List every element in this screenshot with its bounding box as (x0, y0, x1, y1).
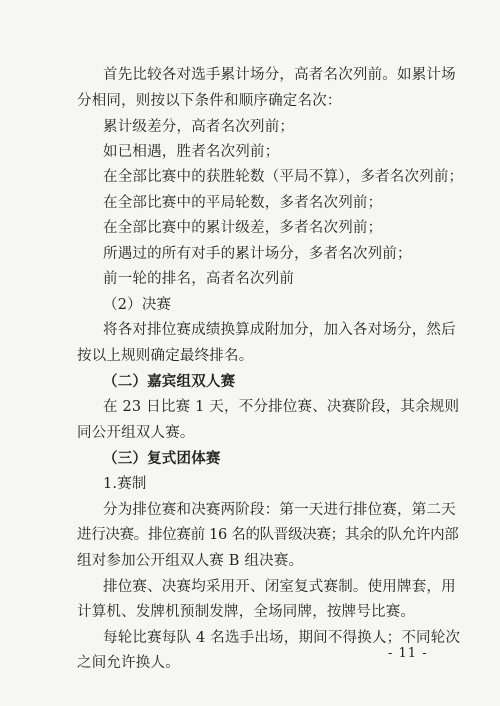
paragraph-line: 将各对排位赛成绩换算成附加分，加入各对场分，然后 (103, 322, 456, 338)
subsection-label: 1.赛制 (103, 476, 147, 492)
paragraph-line: 排位赛、决赛均采用开、闭室复式赛制。使用牌套，用 (103, 579, 456, 595)
paragraph-line: 所遇过的所有对手的累计场分，多者名次列前； (103, 246, 412, 262)
subsection-label: （2）决赛 (103, 297, 172, 313)
paragraph-line: 在全部比赛中的平局轮数，多者名次列前； (103, 195, 383, 211)
paragraph-line: 之间允许换人。 (77, 655, 180, 671)
page-number: - 11 - (388, 646, 428, 661)
paragraph-line: 在全部比赛中的累计级差，多者名次列前； (103, 220, 383, 236)
paragraph-line: 在 23 日比赛 1 天，不分排位赛、决赛阶段，其余规则 (103, 399, 460, 415)
paragraph-line: 组对参加公开组双人赛 B 组决赛。 (77, 553, 304, 569)
paragraph-line: 首先比较各对选手累计场分，高者名次列前。如累计场 (103, 67, 456, 83)
paragraph-line: 每轮比赛每队 4 名选手出场，期间不得换人；不同轮次 (103, 630, 461, 646)
paragraph-line: 前一轮的排名，高者名次列前 (103, 271, 295, 287)
paragraph-line: 如已相遇，胜者名次列前； (103, 144, 280, 160)
paragraph-line: 进行决赛。排位赛前 16 名的队晋级决赛；其余的队允许内部 (77, 527, 459, 543)
section-heading: （二）嘉宾组双人赛 (103, 373, 236, 390)
paragraph-line: 按以上规则确定最终排名。 (77, 348, 254, 364)
section-heading: （三）复式团体赛 (103, 450, 221, 467)
paragraph-line: 分相同，则按以下条件和顺序确定名次： (77, 93, 342, 109)
paragraph-line: 同公开组双人赛。 (77, 425, 195, 441)
paragraph-line: 在全部比赛中的获胜轮数（平局不算），多者名次列前； (103, 169, 464, 185)
paragraph-line: 计算机、发牌机预制发牌，全场同牌，按牌号比赛。 (77, 604, 416, 620)
paragraph-line: 分为排位赛和决赛两阶段：第一天进行排位赛，第二天 (103, 502, 456, 518)
paragraph-line: 累计级差分，高者名次列前； (103, 119, 295, 135)
